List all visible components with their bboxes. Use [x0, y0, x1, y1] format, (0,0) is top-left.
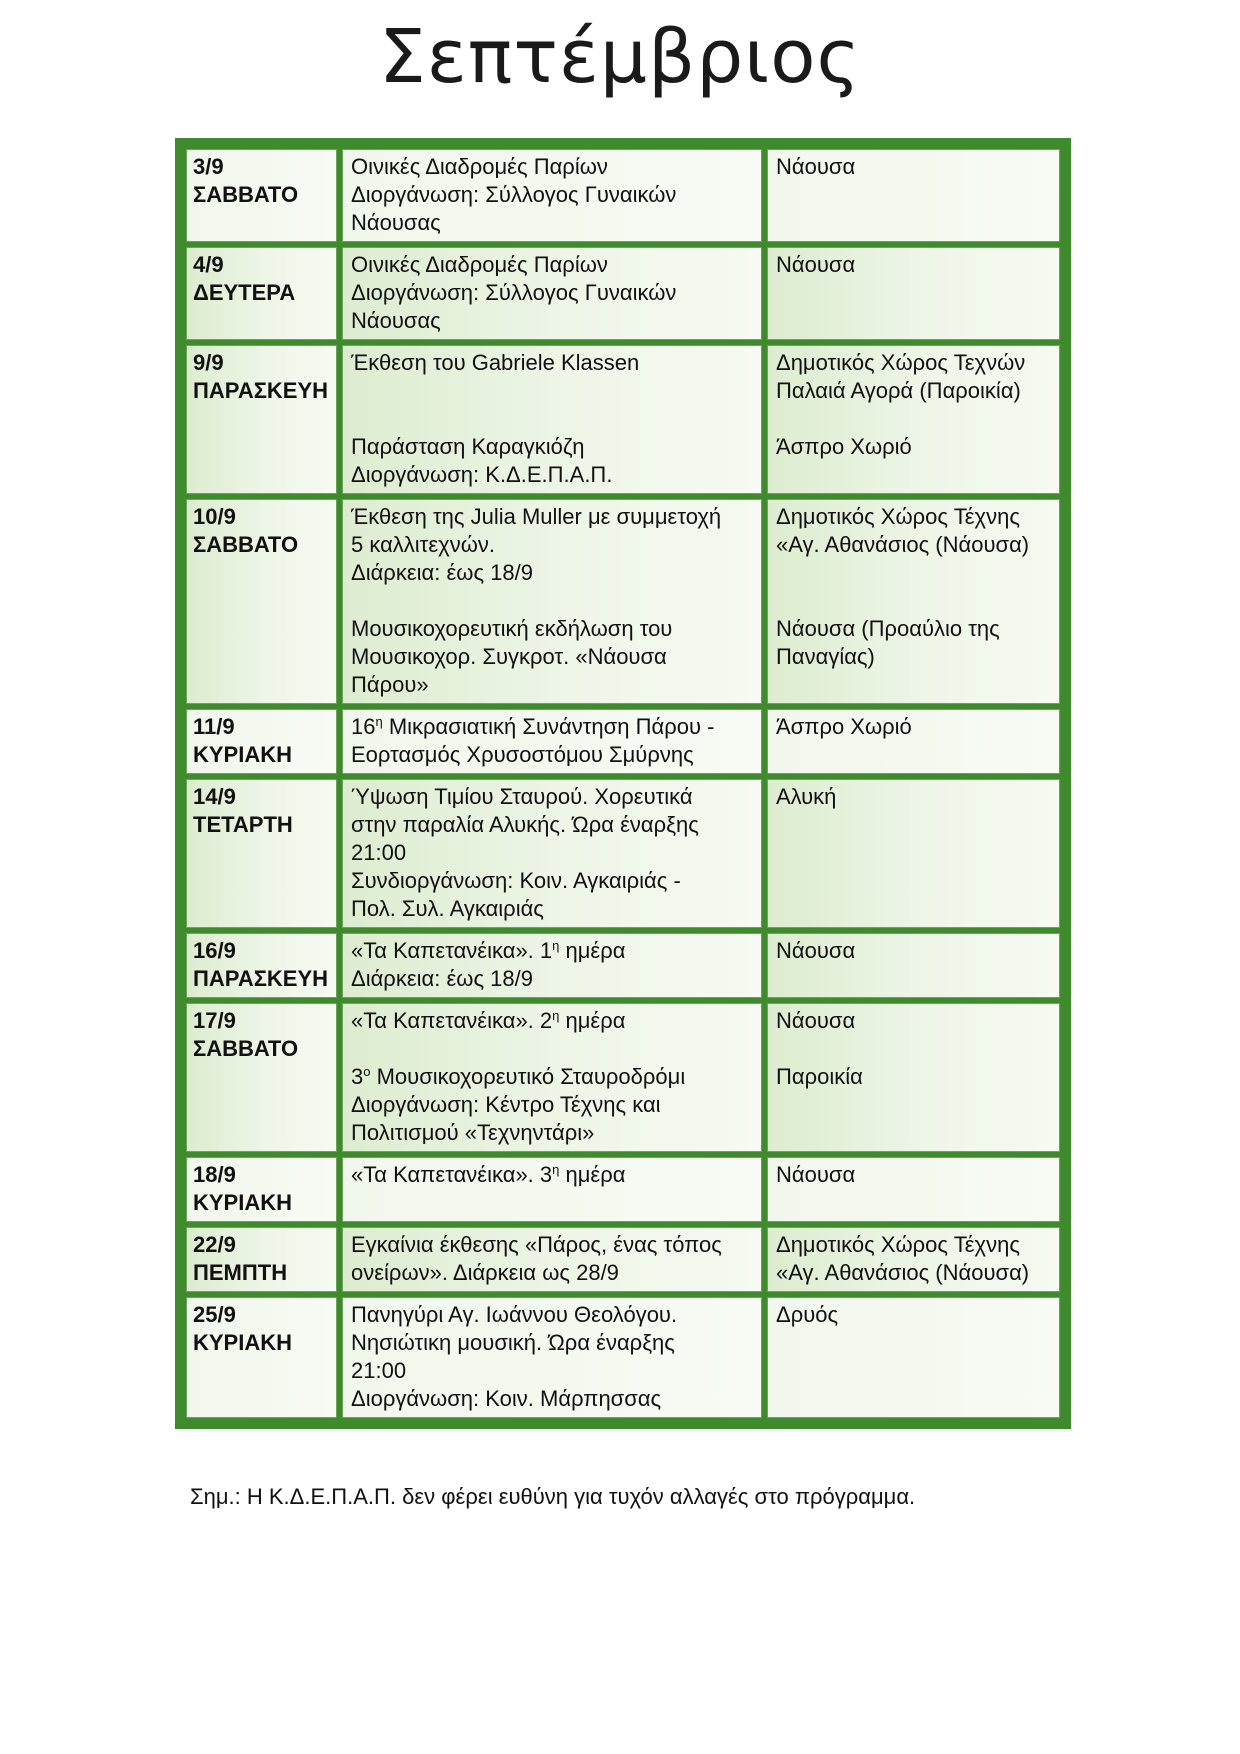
- table-row: [186, 1297, 1060, 1418]
- event-text-line: Παράσταση Καραγκιόζη: [351, 434, 585, 459]
- place-text-line: Παλαιά Αγορά (Παροικία): [776, 378, 1021, 403]
- disclaimer-note: Σημ.: Η Κ.Δ.Ε.Π.Α.Π. δεν φέρει ευθύνη για τυχόν αλλαγές στο πρόγραμμα.: [190, 1484, 916, 1509]
- event-text-line: Εγκαίνια έκθεσης «Πάρος, ένας τόπος: [351, 1232, 722, 1257]
- page-title: Σεπτέμβριος: [379, 14, 861, 100]
- weekday-name: ΚΥΡΙΑΚΗ: [193, 1190, 293, 1215]
- event-text-line: $3^o$ Μουσικοχορευτικό Σταυροδρόμι: [351, 1064, 686, 1089]
- event-text-line: 5 καλλιτεχνών.: [351, 532, 496, 557]
- event-text-line: «Τα Καπετανέικα». $1^\eta$ ημέρα: [351, 938, 626, 963]
- date-number: 16/9: [193, 938, 236, 963]
- date-number: 22/9: [193, 1232, 236, 1257]
- event-text-line: Νησιώτικη μουσική. Ώρα έναρξης: [351, 1330, 675, 1355]
- event-text-line: Μουσικοχορ. Συγκροτ. «Νάουσα: [351, 644, 667, 669]
- place-cell: [767, 1157, 1060, 1222]
- weekday-name: ΣΑΒΒΑΤΟ: [193, 182, 299, 207]
- date-number: 4/9: [193, 252, 224, 277]
- date-number: 18/9: [193, 1162, 236, 1187]
- event-text-line: 21:00: [351, 840, 407, 865]
- weekday-name: ΚΥΡΙΑΚΗ: [193, 1330, 293, 1355]
- table-row: [186, 1003, 1060, 1152]
- date-cell: [186, 247, 337, 340]
- table-row: [186, 779, 1060, 928]
- table-row: [186, 709, 1060, 774]
- event-text-line: στην παραλία Αλυκής. Ώρα έναρξης: [351, 812, 699, 837]
- date-number: 25/9: [193, 1302, 236, 1327]
- place-text-line: Παροικία: [776, 1064, 863, 1089]
- date-cell: [186, 1297, 337, 1418]
- weekday-name: ΣΑΒΒΑΤΟ: [193, 1036, 299, 1061]
- date-number: 17/9: [193, 1008, 236, 1033]
- event-text-line: Νάουσας: [351, 308, 441, 333]
- events-table: [175, 138, 1071, 1429]
- event-text-line: Συνδιοργάνωση: Κοιν. Αγκαιριάς -: [351, 868, 681, 893]
- date-cell: [186, 1227, 337, 1292]
- place-cell: [767, 247, 1060, 340]
- event-cell: [342, 1003, 762, 1152]
- event-text-line: Οινικές Διαδρομές Παρίων: [351, 154, 608, 179]
- date-number: 3/9: [193, 154, 224, 179]
- place-cell: [767, 1003, 1060, 1152]
- date-cell: [186, 933, 337, 998]
- place-text-line: Δημοτικός Χώρος Τεχνών: [776, 350, 1026, 375]
- weekday-name: ΚΥΡΙΑΚΗ: [193, 742, 293, 767]
- place-cell: [767, 1297, 1060, 1418]
- table-row: [186, 345, 1060, 494]
- place-text-line: Δημοτικός Χώρος Τέχνης: [776, 1232, 1020, 1257]
- place-text-line: Αλυκή: [776, 784, 837, 809]
- event-cell: [342, 1297, 762, 1418]
- event-cell: [342, 499, 762, 704]
- date-cell: [186, 149, 337, 242]
- event-text-line: Διάρκεια: έως 18/9: [351, 966, 533, 991]
- event-cell: [342, 933, 762, 998]
- place-text-line: Νάουσα: [776, 154, 856, 179]
- event-text-line: Ύψωση Τιμίου Σταυρού. Χορευτικά: [351, 784, 693, 809]
- event-text-line: 21:00: [351, 1358, 407, 1383]
- event-text-line: Διάρκεια: έως 18/9: [351, 560, 533, 585]
- event-text-line: Έκθεση του Gabriele Klassen: [351, 350, 640, 375]
- place-cell: [767, 499, 1060, 704]
- place-text-line: Νάουσα: [776, 252, 856, 277]
- weekday-name: ΣΑΒΒΑΤΟ: [193, 532, 299, 557]
- event-text-line: Διοργάνωση: Σύλλογος Γυναικών: [351, 280, 677, 305]
- event-cell: [342, 709, 762, 774]
- event-text-line: Έκθεση της Julia Muller με συμμετοχή: [351, 504, 722, 529]
- date-cell: [186, 779, 337, 928]
- weekday-name: ΔΕΥΤΕΡΑ: [193, 280, 296, 305]
- table-row: [186, 499, 1060, 704]
- date-cell: [186, 1003, 337, 1152]
- event-text-line: Διοργάνωση: Σύλλογος Γυναικών: [351, 182, 677, 207]
- place-cell: [767, 345, 1060, 494]
- place-cell: [767, 779, 1060, 928]
- weekday-name: ΠΑΡΑΣΚΕΥΗ: [193, 966, 329, 991]
- event-text-line: Πολιτισμού «Τεχνηντάρι»: [351, 1120, 595, 1145]
- place-text-line: Δρυός: [776, 1302, 839, 1327]
- event-text-line: Πάρου»: [351, 672, 429, 697]
- event-text-line: Διοργάνωση: Κοιν. Μάρπησσας: [351, 1386, 662, 1411]
- place-text-line: Νάουσα: [776, 1008, 856, 1033]
- weekday-name: ΠΕΜΠΤΗ: [193, 1260, 288, 1285]
- date-number: 11/9: [193, 714, 235, 739]
- event-cell: [342, 247, 762, 340]
- event-text-line: Πολ. Συλ. Αγκαιριάς: [351, 896, 544, 921]
- weekday-name: ΠΑΡΑΣΚΕΥΗ: [193, 378, 329, 403]
- place-text-line: Νάουσα: [776, 938, 856, 963]
- date-number: 9/9: [193, 350, 224, 375]
- place-text-line: «Αγ. Αθανάσιος (Νάουσα): [776, 1260, 1030, 1285]
- event-cell: [342, 1227, 762, 1292]
- table-row: [186, 1157, 1060, 1222]
- event-text-line: Διοργάνωση: Κέντρο Τέχνης και: [351, 1092, 661, 1117]
- place-cell: [767, 933, 1060, 998]
- events-table-body: [186, 149, 1060, 1418]
- table-row: [186, 1227, 1060, 1292]
- event-cell: [342, 149, 762, 242]
- date-number: 14/9: [193, 784, 236, 809]
- place-text-line: «Αγ. Αθανάσιος (Νάουσα): [776, 532, 1030, 557]
- place-text-line: Νάουσα (Προαύλιο της: [776, 616, 1000, 641]
- event-cell: [342, 345, 762, 494]
- place-cell: [767, 149, 1060, 242]
- place-cell: [767, 709, 1060, 774]
- event-text-line: $16^\eta$ Μικρασιατική Συνάντηση Πάρου -: [351, 714, 715, 739]
- date-cell: [186, 345, 337, 494]
- event-cell: [342, 779, 762, 928]
- date-cell: [186, 499, 337, 704]
- place-text-line: Νάουσα: [776, 1162, 856, 1187]
- place-text-line: Άσπρο Χωριό: [776, 434, 912, 459]
- weekday-name: ΤΕΤΑΡΤΗ: [193, 812, 293, 837]
- event-text-line: Διοργάνωση: Κ.Δ.Ε.Π.Α.Π.: [351, 462, 613, 487]
- event-text-line: Νάουσας: [351, 210, 441, 235]
- event-text-line: ονείρων». Διάρκεια ως 28/9: [351, 1260, 619, 1285]
- date-cell: [186, 709, 337, 774]
- table-row: [186, 149, 1060, 242]
- table-row: [186, 933, 1060, 998]
- event-text-line: Οινικές Διαδρομές Παρίων: [351, 252, 608, 277]
- place-cell: [767, 1227, 1060, 1292]
- table-row: [186, 247, 1060, 340]
- place-text-line: Παναγίας): [776, 644, 875, 669]
- date-cell: [186, 1157, 337, 1222]
- event-text-line: «Τα Καπετανέικα». $2^\eta$ ημέρα: [351, 1008, 626, 1033]
- date-number: 10/9: [193, 504, 236, 529]
- place-text-line: Άσπρο Χωριό: [776, 714, 912, 739]
- event-text-line: Πανηγύρι Αγ. Ιωάννου Θεολόγου.: [351, 1302, 678, 1327]
- event-text-line: Εορτασμός Χρυσοστόμου Σμύρνης: [351, 742, 694, 767]
- place-text-line: Δημοτικός Χώρος Τέχνης: [776, 504, 1020, 529]
- event-text-line: Μουσικοχορευτική εκδήλωση του: [351, 616, 673, 641]
- event-text-line: «Τα Καπετανέικα». $3^\eta$ ημέρα: [351, 1162, 626, 1187]
- event-cell: [342, 1157, 762, 1222]
